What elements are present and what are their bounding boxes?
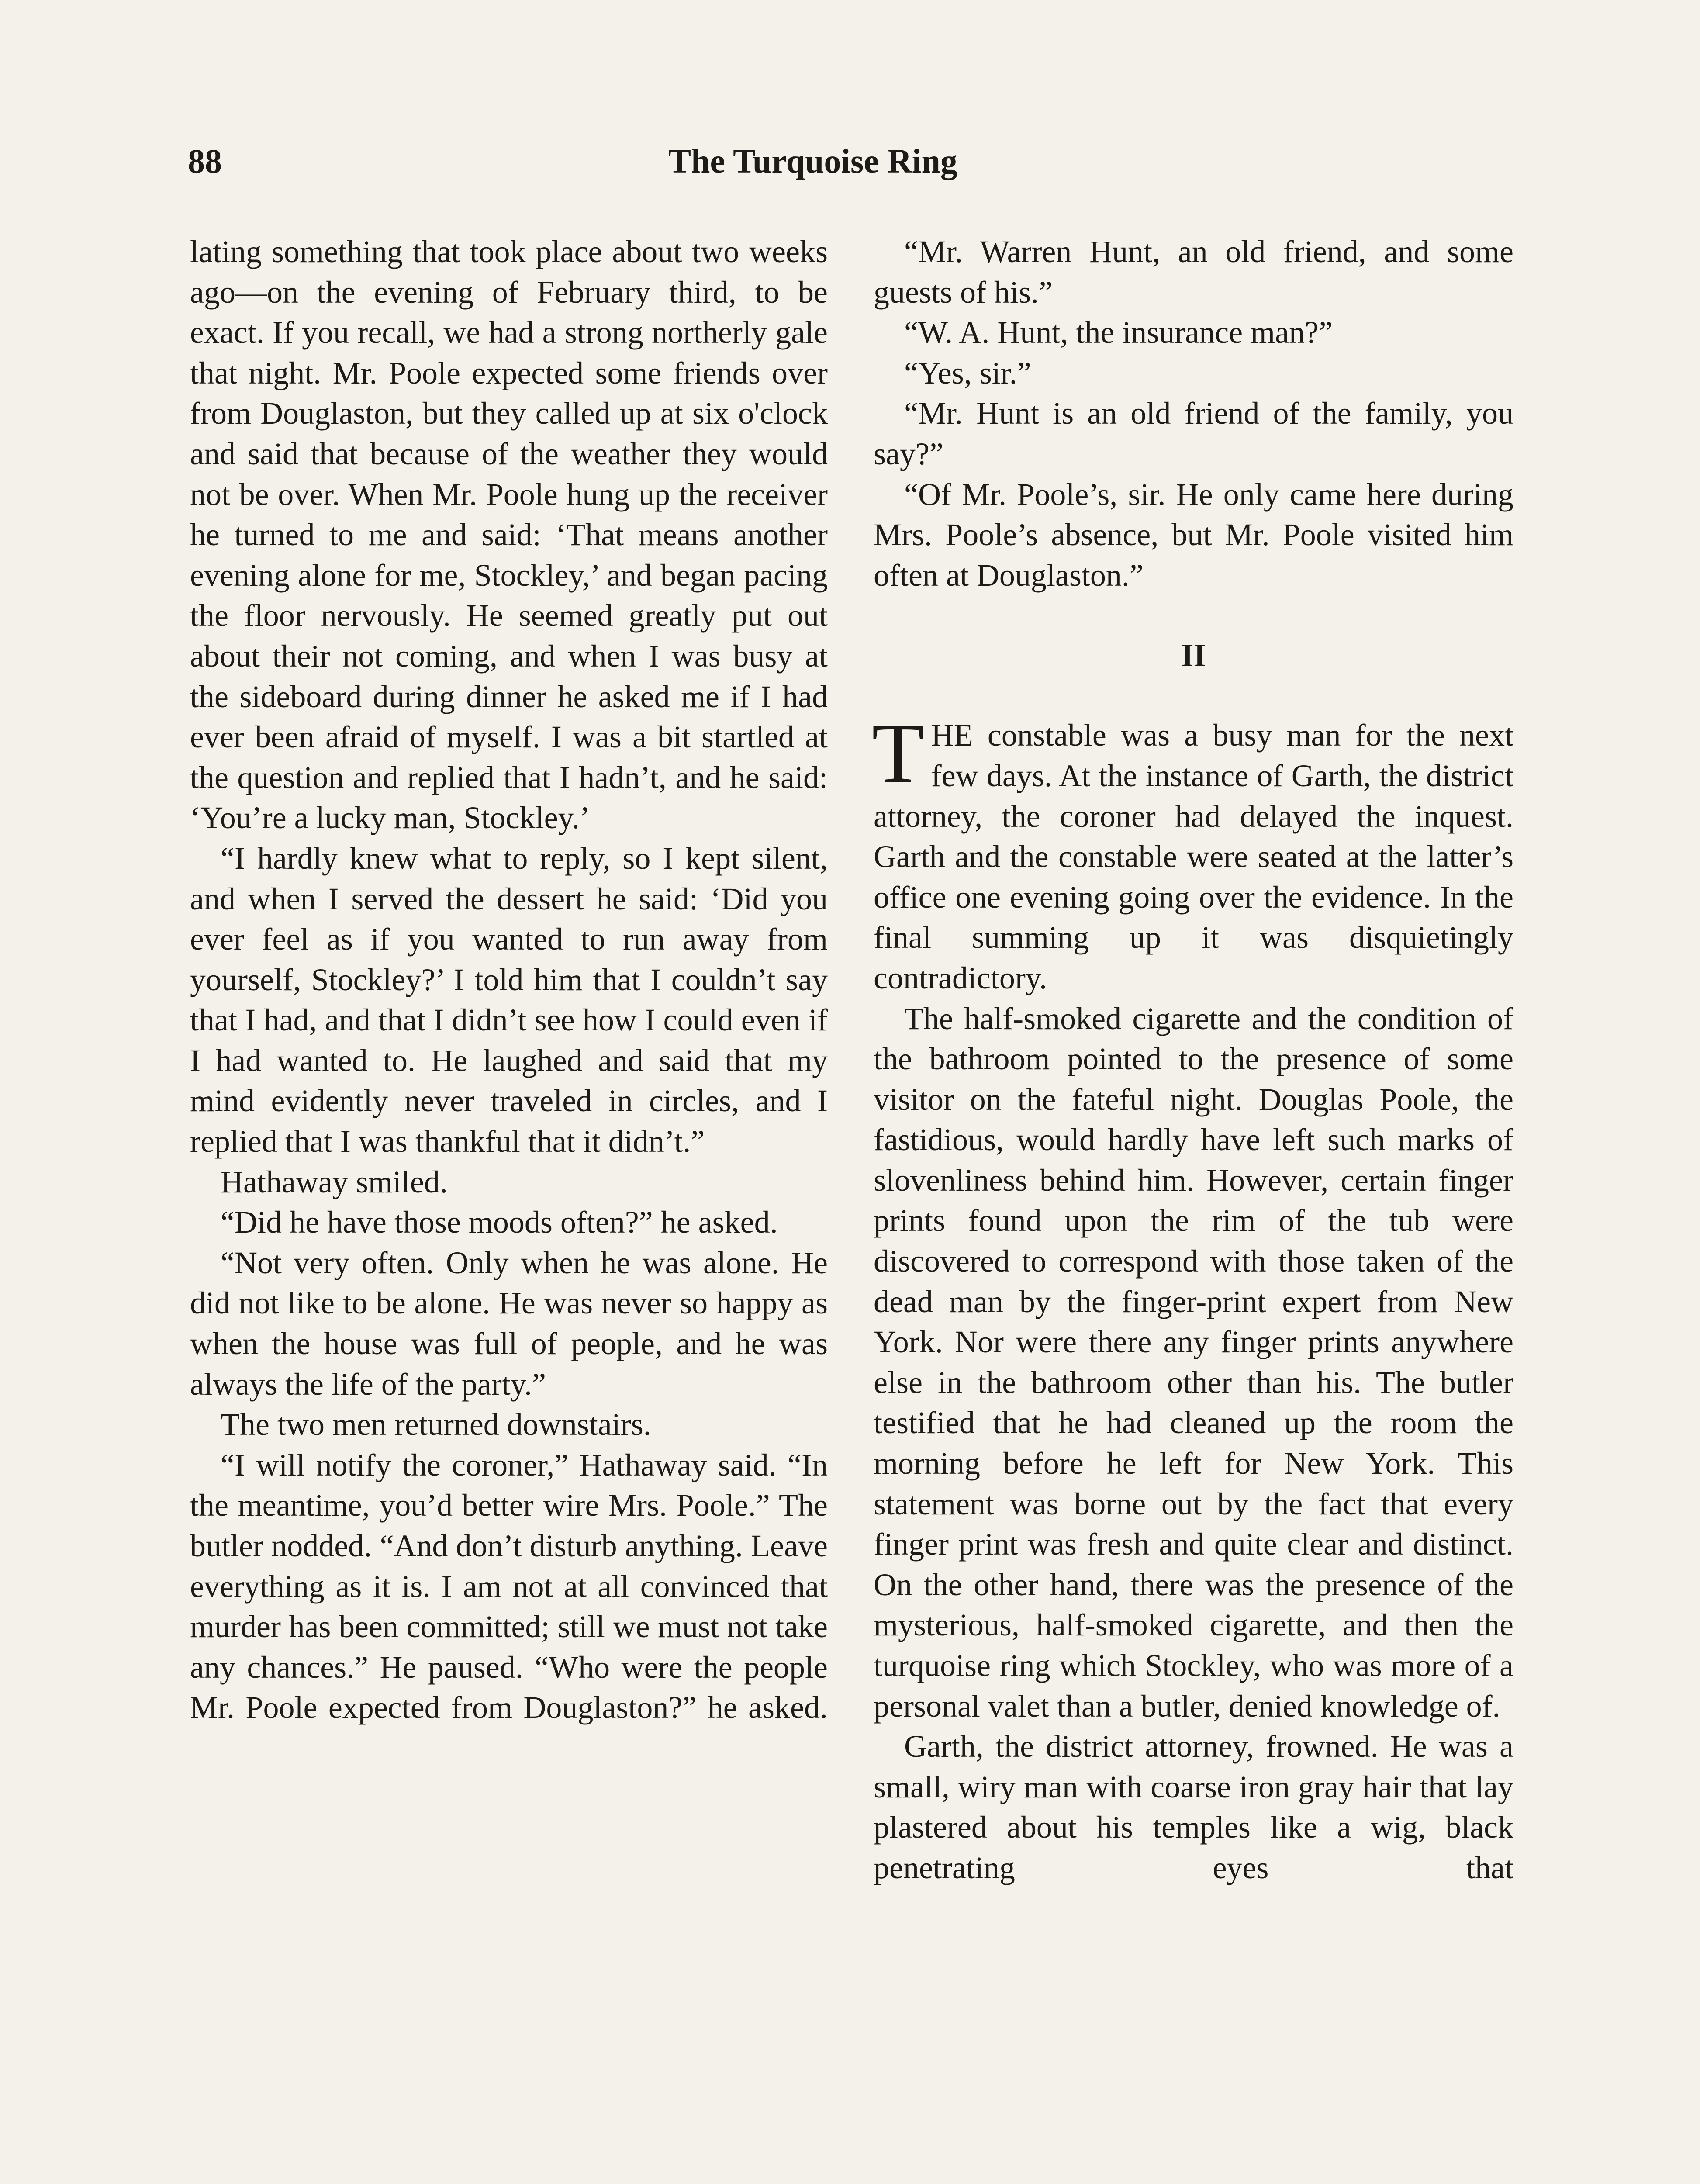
paragraph: “Did he have those moods often?” he asked. — [221, 1205, 778, 1240]
paragraph: “I hardly knew what to reply, so I kept silent, and when I served the dessert he said: ‘Did you ever feel as if you wanted to run away from yourself, Stockley?’ I told him that I couldn’t say that I had, and that I didn’t see how I could even if I had wanted to. He laughed and said that my mind evidently never traveled in circles, and I replied that I was thankful that it didn’t.” — [190, 840, 828, 1159]
paragraph: “Not very often. Only when he was alone. He did not like to be alone. He was never so happy as when the house was full of people, and he was always the life of the party.” — [190, 1245, 828, 1402]
paragraph: “Of Mr. Poole’s, sir. He only came here during Mrs. Poole’s absence, but Mr. Poole visited him often at Douglaston.” — [874, 477, 1513, 593]
paragraph-with-drop-cap — [872, 706, 1513, 998]
paragraph: The half-smoked cigarette and the condition of the bathroom pointed to the presence of some visitor on the fateful night. Douglas Poole, the fastidious, would hardly have left such marks of slovenliness behind him. However, certain finger prints found upon the rim of the tub were discovered to correspond with those taken of the dead man by the finger-print expert from New York. Nor were there any finger prints anywhere else in the bathroom other than his. The butler testified that he had cleaned up the room the morning before he left for New York. This statement was borne out by the fact that every finger print was fresh and quite clear and distinct. On the other hand, there was the presence of the mysterious, half-smoked cigarette, and then the turquoise ring which Stockley, who was more of a personal valet than a butler, denied knowledge of. — [874, 1001, 1513, 1724]
page-number: 88 — [188, 142, 222, 180]
paragraph: “I will notify the coroner,” Hathaway said. “In the meantime, you’d better wire Mrs. Poole.” The butler nodded. “And don’t disturb anything. Leave everything as it is. I am not at all convinced that murder has been committed; still we must not take any chances.” He paused. “Who were the people Mr. Poole expected from Douglaston?” he asked. — [190, 1447, 828, 1725]
paragraph: Garth, the district attorney, frowned. He was a small, wiry man with coarse iron gray hair that lay plastered about his temples like a wig, black penetrating eyes that — [874, 1729, 1513, 1885]
paragraph-text: HE constable was a busy man for the next few days. At the instance of Garth, the district attorney, the coroner had delayed the inquest. Garth and the constable were seated at the latter’s office one evening going over the evidence. In the final summing up it was disquietingly contradictory. — [874, 718, 1513, 995]
drop-cap: T — [872, 706, 924, 801]
paragraph: “Mr. Warren Hunt, an old friend, and some guests of his.” — [874, 234, 1513, 310]
section-heading: II — [1181, 638, 1206, 674]
running-title: The Turquoise Ring — [668, 142, 957, 180]
paragraph: The two men returned downstairs. — [221, 1407, 651, 1442]
paragraph: Hathaway smiled. — [221, 1164, 448, 1199]
paragraph: “W. A. Hunt, the insurance man?” — [904, 315, 1333, 350]
paragraph: lating something that took place about two weeks ago—on the evening of February third, to be exact. If you recall, we had a strong northerly gale that night. Mr. Poole expected some friends over from Douglaston, but they called up at six o'clock and said that because of the weather they would not be over. When Mr. Poole hung up the receiver he turned to me and said: ‘That means another evening alone for me, Stockley,’ and began pacing the floor nervously. He seemed greatly put out about their not coming, and when I was busy at the sideboard during dinner he asked me if I had ever been afraid of myself. I was a bit startled at the question and replied that I hadn’t, and he said: ‘You’re a lucky man, Stockley.’ — [190, 234, 828, 836]
left-column — [190, 232, 828, 1728]
paragraph: “Yes, sir.” — [904, 355, 1031, 390]
paragraph: “Mr. Hunt is an old friend of the family, you say?” — [874, 396, 1513, 471]
right-column — [874, 232, 1513, 1888]
